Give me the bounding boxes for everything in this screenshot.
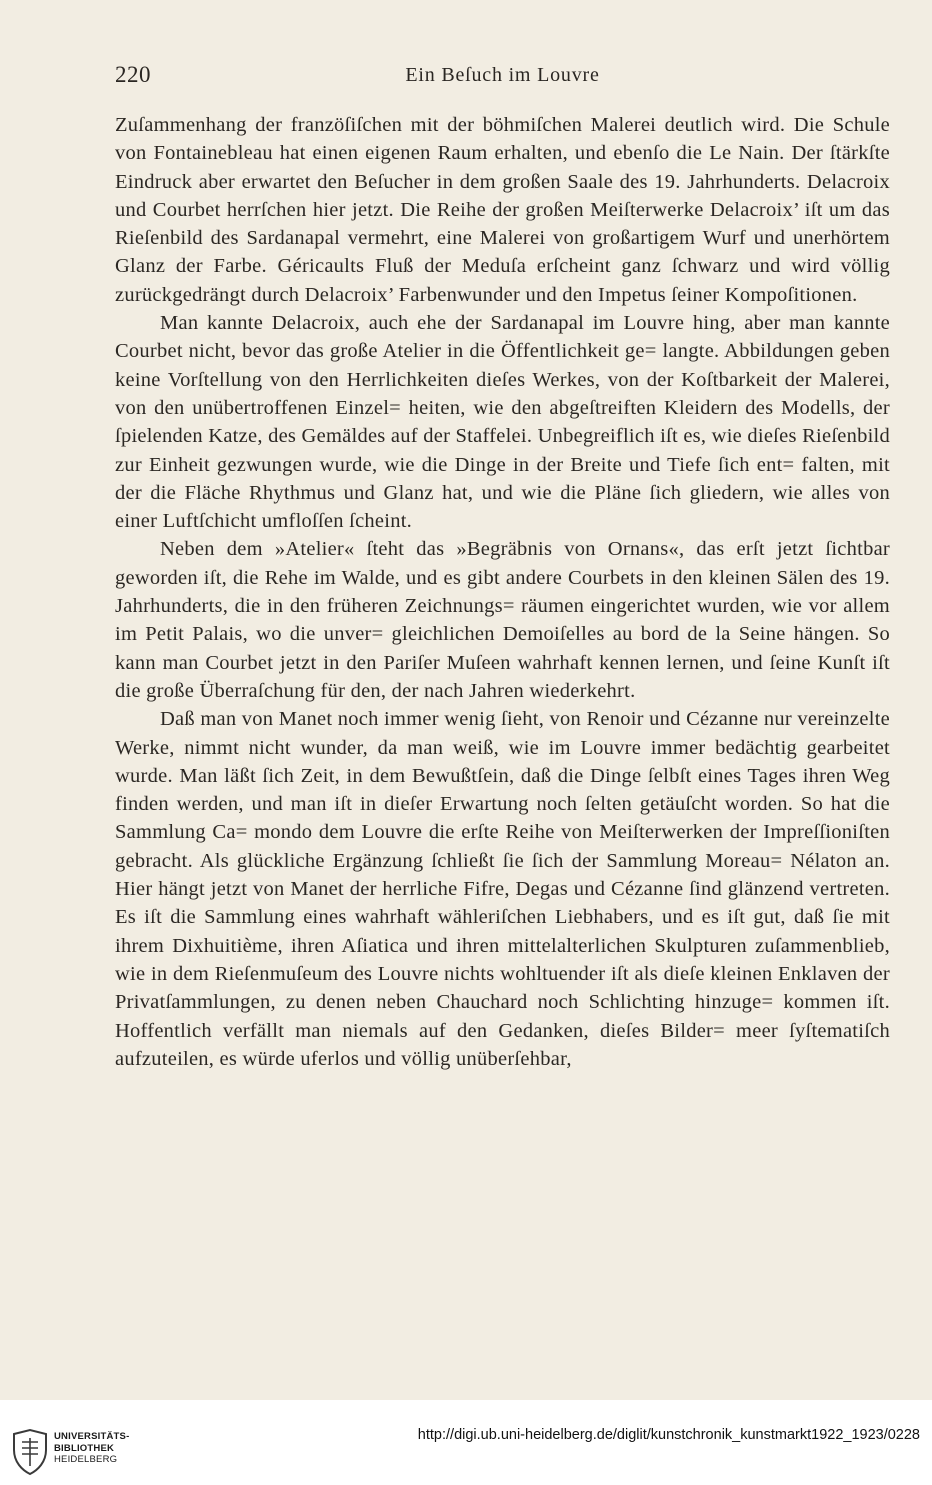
paragraph: Neben dem »Atelier« ſteht das »Begräbnis von Ornans«, das erſt jetzt ſichtbar geworden iſt, die Rehe im Walde, und es gibt andere Courbets in den kleinen Sälen des 19. Jahrhunderts, die in den früheren Zeichnungs= räumen eingerichtet wurden, wie vor allem im Petit Palais, wo die unver= gleichlichen Demoiſelles au bord de la Seine hängen. So kann man Courbet jetzt in den Pariſer Muſeen wahrhaft kennen lernen, und ſeine Kunſt iſt die große Überraſchung für den, der nach Jahren wiederkehrt. — [115, 538, 890, 702]
page-number: 220 — [115, 62, 151, 87]
permalink-url[interactable]: http://digi.ub.uni-heidelberg.de/diglit/kunstchronik_kunstmarkt1922_1923/0228 — [417, 1427, 920, 1443]
body-text — [115, 111, 890, 1073]
paragraph: Zuſammenhang der franzöſiſchen mit der böhmiſchen Malerei deutlich wird. Die Schule von Fontainebleau hat einen eigenen Raum erhalten, und ebenſo die Le Nain. Der ſtärkſte Eindruck aber erwartet den Beſucher in dem großen Saale des 19. Jahrhunderts. Delacroix und Courbet herrſchen hier jetzt. Die Reihe der großen Meiſterwerke Delacroix’ iſt um das Rieſenbild des Sardanapal vermehrt, eine Malerei von großartigem Wurf und unerhörtem Glanz der Farbe. Géricaults Fluß der Meduſa erſcheint ganz ſchwarz und wird völlig zurückgedrängt durch Delacroix’ Farbenwunder und den Impetus ſeiner Kompoſitionen. — [115, 114, 890, 306]
paragraph: Daß man von Manet noch immer wenig ſieht, von Renoir und Cézanne nur vereinzelte Werke, nimmt nicht wunder, da man weiß, wie im Louvre immer bedächtig gearbeitet wurde. Man läßt ſich Zeit, in dem Bewußtſein, daß die Dinge ſelbſt eines Tages ihren Weg finden werden, und man iſt in dieſer Erwartung noch ſelten getäuſcht worden. So hat die Sammlung Ca= mondo dem Louvre die erſte Reihe von Meiſterwerken der Impreſſioniſten gebracht. Als glückliche Ergänzung ſchließt ſie ſich der Sammlung Moreau= Nélaton an. Hier hängt jetzt von Manet der herrliche Fifre, Degas und Cézanne ſind glänzend vertreten. Es iſt die Sammlung eines wahrhaft wähleriſchen Liebhabers, und es iſt gut, daß ſie mit ihrem Dixhuitième, ihren Aſiatica und ihren mittelalterlichen Skulpturen zuſammenblieb, wie in dem Rieſenmuſeum des Louvre nichts wohltuender iſt als dieſe kleinen Enklaven der Privatſammlungen, zu denen neben Chauchard noch Schlichting hinzuge= kommen iſt. Hoffentlich verfällt man niemals auf den Gedanken, dieſes Bilder= meer ſyſtematiſch aufzuteilen, es würde uferlos und völlig unüberſehbar, — [115, 708, 890, 1070]
page-header — [115, 62, 890, 98]
library-name: UNIVERSITÄTS- BIBLIOTHEK HEIDELBERG — [54, 1431, 130, 1465]
paragraph: Man kannte Delacroix, auch ehe der Sardanapal im Louvre hing, aber man kannte Courbet nicht, bevor das große Atelier in die Öffentlichkeit ge= langte. Abbildungen geben keine Vorſtellung von den Herrlichkeiten dieſes Werkes, von der Koſtbarkeit der Malerei, von den unübertroffenen Einzel= heiten, wie den abgeſtreiften Kleidern des Modells, der ſpielenden Katze, des Gemäldes auf der Staffelei. Unbegreiflich iſt es, wie dieſes Rieſenbild zur Einheit gezwungen wurde, wie die Dinge in der Breite und Tiefe ſich ent= falten, mit der die Fläche Rhythmus und Glanz hat, und wie die Pläne ſich gliedern, wie alles von einer Luftſchicht umfloſſen ſcheint. — [115, 312, 890, 533]
footer-bar — [0, 1400, 932, 1485]
running-title: Ein Beſuch im Louvre — [405, 64, 600, 86]
university-seal-icon — [10, 1428, 50, 1476]
